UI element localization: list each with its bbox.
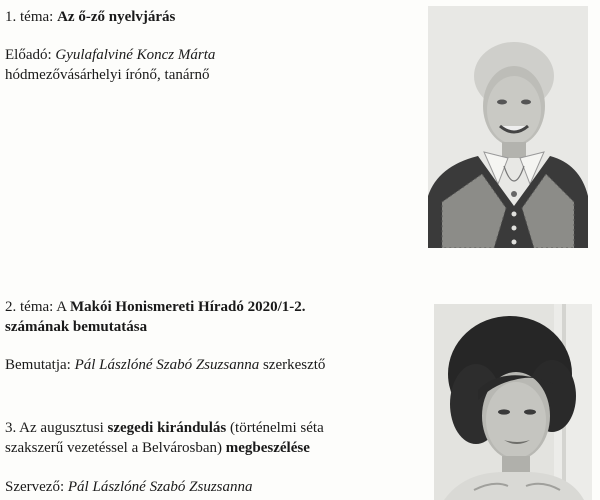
- portrait-photo-presenter-2: [434, 304, 592, 500]
- topic2-presenter-role: szerkesztő: [259, 357, 326, 373]
- topic2-title-line2: számának bemutatása: [5, 319, 148, 335]
- topic1-presenter-label: Előadó:: [5, 47, 56, 63]
- topic2-heading: [5, 298, 306, 317]
- topic3-prefix: 3. Az augusztusi: [5, 420, 108, 436]
- portrait-photo-presenter-1: [428, 6, 588, 248]
- topic3-organizer: [5, 478, 253, 497]
- topic3-organizer-label: Szervező:: [5, 479, 68, 495]
- portrait-woman-dark-hair-icon: [434, 304, 592, 500]
- topic1-presenter: [5, 46, 215, 65]
- topic2-presenter-name: Pál Lászlóné Szabó Zsuzsanna: [74, 357, 260, 373]
- topic2-prefix: 2. téma: A: [5, 299, 70, 315]
- topic1-presenter-name: Gyulafalviné Koncz Márta: [55, 47, 216, 63]
- topic1-title: Az ő-ző nyelvjárás: [57, 9, 176, 25]
- topic2-title-line1: Makói Honismereti Híradó 2020/1-2.: [70, 299, 306, 315]
- topic3-paren-b: szakszerű vezetéssel a Belvárosban): [5, 440, 226, 456]
- topic3-heading: [5, 419, 324, 438]
- portrait-elderly-woman-icon: [428, 6, 588, 248]
- topic2-heading-line2: [5, 318, 147, 337]
- topic3-title-b: megbeszélése: [225, 440, 310, 456]
- topic1-presenter-role: hódmezővásárhelyi írónő, tanárnő: [5, 67, 210, 83]
- topic2-presenter: [5, 356, 325, 375]
- topic3-heading-line2: [5, 439, 310, 458]
- topic2-presenter-label: Bemutatja:: [5, 357, 75, 373]
- topic3-paren-a: (történelmi séta: [226, 420, 324, 436]
- topic1-prefix: 1. téma:: [5, 9, 58, 25]
- topic3-title-a: szegedi kirándulás: [107, 420, 227, 436]
- topic1-heading: [5, 8, 175, 27]
- topic3-organizer-name: Pál Lászlóné Szabó Zsuzsanna: [67, 479, 253, 495]
